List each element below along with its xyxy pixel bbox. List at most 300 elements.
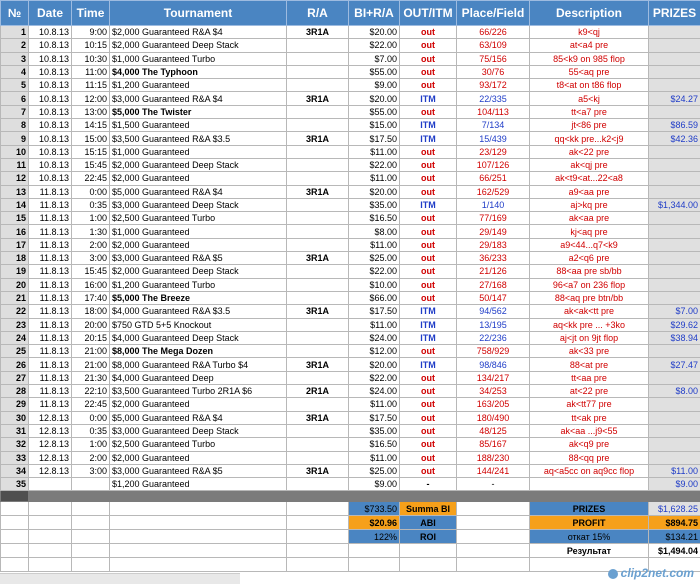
buyin-cell[interactable]: $10.00 <box>349 278 400 291</box>
date-cell[interactable]: 11.8.13 <box>29 185 72 198</box>
buyin-cell[interactable]: $17.50 <box>349 411 400 424</box>
date-cell[interactable]: 11.8.13 <box>29 398 72 411</box>
date-cell[interactable]: 11.8.13 <box>29 278 72 291</box>
buyin-cell[interactable]: $11.00 <box>349 451 400 464</box>
time-cell[interactable]: 10:30 <box>72 52 110 65</box>
place-cell[interactable]: 22/335 <box>457 92 530 105</box>
date-cell[interactable]: 10.8.13 <box>29 132 72 145</box>
description-cell[interactable]: 88<aq pre btn/bb <box>530 291 649 304</box>
status-cell[interactable]: out <box>400 278 457 291</box>
description-cell[interactable]: a9<aa pre <box>530 185 649 198</box>
place-cell[interactable]: 104/113 <box>457 105 530 118</box>
buyin-cell[interactable]: $11.00 <box>349 145 400 158</box>
place-cell[interactable]: 162/529 <box>457 185 530 198</box>
buyin-cell[interactable]: $11.00 <box>349 398 400 411</box>
date-cell[interactable]: 10.8.13 <box>29 65 72 78</box>
tournament-cell[interactable]: $2,000 Guaranteed <box>110 451 287 464</box>
date-cell[interactable]: 11.8.13 <box>29 291 72 304</box>
place-cell[interactable]: 66/251 <box>457 172 530 185</box>
prize-cell[interactable] <box>649 52 700 65</box>
date-cell[interactable]: 12.8.13 <box>29 411 72 424</box>
column-header[interactable]: Time <box>72 1 110 26</box>
status-cell[interactable]: out <box>400 464 457 477</box>
date-cell[interactable]: 11.8.13 <box>29 331 72 344</box>
description-cell[interactable]: 88<aa pre sb/bb <box>530 265 649 278</box>
description-cell[interactable]: ak<33 pre <box>530 345 649 358</box>
description-cell[interactable]: 85<k9 on 985 flop <box>530 52 649 65</box>
row-number[interactable]: 24 <box>1 331 29 344</box>
row-number[interactable]: 30 <box>1 411 29 424</box>
buyin-cell[interactable]: $22.00 <box>349 265 400 278</box>
row-number[interactable]: 16 <box>1 225 29 238</box>
buyin-cell[interactable]: $12.00 <box>349 345 400 358</box>
roi-value[interactable]: 122% <box>349 530 400 544</box>
time-cell[interactable]: 11:15 <box>72 79 110 92</box>
date-cell[interactable] <box>29 478 72 491</box>
status-cell[interactable]: out <box>400 291 457 304</box>
description-cell[interactable] <box>530 478 649 491</box>
ra-cell[interactable] <box>287 291 349 304</box>
time-cell[interactable]: 15:15 <box>72 145 110 158</box>
description-cell[interactable]: at<a4 pre <box>530 39 649 52</box>
prize-cell[interactable] <box>649 238 700 251</box>
status-cell[interactable]: out <box>400 345 457 358</box>
time-cell[interactable]: 0:35 <box>72 198 110 211</box>
time-cell[interactable]: 15:45 <box>72 265 110 278</box>
buyin-cell[interactable]: $11.00 <box>349 318 400 331</box>
status-cell[interactable]: out <box>400 105 457 118</box>
row-number[interactable]: 31 <box>1 424 29 437</box>
place-cell[interactable]: 27/168 <box>457 278 530 291</box>
prize-cell[interactable] <box>649 252 700 265</box>
column-header[interactable]: № <box>1 1 29 26</box>
time-cell[interactable]: 16:00 <box>72 278 110 291</box>
status-cell[interactable]: ITM <box>400 92 457 105</box>
status-cell[interactable]: out <box>400 451 457 464</box>
time-cell[interactable]: 9:00 <box>72 26 110 39</box>
row-number[interactable]: 13 <box>1 185 29 198</box>
description-cell[interactable]: ak<t9<at...22<a8 <box>530 172 649 185</box>
description-cell[interactable]: ak<22 pre <box>530 145 649 158</box>
place-cell[interactable]: 22/236 <box>457 331 530 344</box>
time-cell[interactable]: 0:35 <box>72 424 110 437</box>
prize-cell[interactable]: $11.00 <box>649 464 700 477</box>
buyin-cell[interactable]: $22.00 <box>349 39 400 52</box>
buyin-cell[interactable]: $22.00 <box>349 158 400 171</box>
date-cell[interactable]: 12.8.13 <box>29 438 72 451</box>
row-number[interactable]: 17 <box>1 238 29 251</box>
time-cell[interactable]: 20:00 <box>72 318 110 331</box>
tournament-cell[interactable]: $2,000 Guaranteed Deep Stack <box>110 158 287 171</box>
buyin-cell[interactable]: $25.00 <box>349 252 400 265</box>
row-number[interactable]: 5 <box>1 79 29 92</box>
buyin-cell[interactable]: $20.00 <box>349 26 400 39</box>
row-number[interactable]: 33 <box>1 451 29 464</box>
ra-cell[interactable] <box>287 398 349 411</box>
buyin-cell[interactable]: $55.00 <box>349 65 400 78</box>
column-header[interactable]: BI+R/A <box>349 1 400 26</box>
prize-cell[interactable] <box>649 291 700 304</box>
date-cell[interactable]: 11.8.13 <box>29 212 72 225</box>
time-cell[interactable]: 0:00 <box>72 411 110 424</box>
buyin-cell[interactable]: $20.00 <box>349 92 400 105</box>
time-cell[interactable]: 1:30 <box>72 225 110 238</box>
status-cell[interactable]: ITM <box>400 119 457 132</box>
status-cell[interactable]: out <box>400 212 457 225</box>
description-cell[interactable]: k9<qj <box>530 26 649 39</box>
status-cell[interactable]: ITM <box>400 331 457 344</box>
ra-cell[interactable] <box>287 225 349 238</box>
prize-cell[interactable] <box>649 371 700 384</box>
buyin-cell[interactable]: $20.00 <box>349 185 400 198</box>
status-cell[interactable]: out <box>400 39 457 52</box>
tournament-cell[interactable]: $2,500 Guaranteed Turbo <box>110 438 287 451</box>
date-cell[interactable]: 10.8.13 <box>29 79 72 92</box>
ra-cell[interactable] <box>287 371 349 384</box>
column-header[interactable]: Place/Field <box>457 1 530 26</box>
row-number[interactable]: 27 <box>1 371 29 384</box>
ra-cell[interactable] <box>287 265 349 278</box>
status-cell[interactable]: ITM <box>400 305 457 318</box>
ra-cell[interactable] <box>287 172 349 185</box>
tournament-cell[interactable]: $4,000 The Typhoon <box>110 65 287 78</box>
prize-cell[interactable] <box>649 26 700 39</box>
time-cell[interactable]: 15:45 <box>72 158 110 171</box>
tournament-cell[interactable]: $1,000 Guaranteed <box>110 145 287 158</box>
place-cell[interactable]: 21/126 <box>457 265 530 278</box>
status-cell[interactable]: out <box>400 438 457 451</box>
description-cell[interactable]: 88<qq pre <box>530 451 649 464</box>
date-cell[interactable]: 11.8.13 <box>29 198 72 211</box>
tournament-cell[interactable]: $3,000 Guaranteed Deep Stack <box>110 198 287 211</box>
description-cell[interactable]: jt<86 pre <box>530 119 649 132</box>
date-cell[interactable]: 12.8.13 <box>29 464 72 477</box>
profit-total[interactable]: $894.75 <box>649 516 700 530</box>
tournament-cell[interactable]: $5,000 The Twister <box>110 105 287 118</box>
time-cell[interactable]: 2:00 <box>72 238 110 251</box>
tournament-cell[interactable]: $3,000 Guaranteed R&A $4 <box>110 92 287 105</box>
description-cell[interactable]: a5<kj <box>530 92 649 105</box>
row-number[interactable]: 1 <box>1 26 29 39</box>
place-cell[interactable]: - <box>457 478 530 491</box>
tournament-cell[interactable]: $2,000 Guaranteed <box>110 398 287 411</box>
date-cell[interactable]: 11.8.13 <box>29 252 72 265</box>
prize-cell[interactable] <box>649 411 700 424</box>
time-cell[interactable]: 0:00 <box>72 185 110 198</box>
date-cell[interactable]: 11.8.13 <box>29 225 72 238</box>
place-cell[interactable]: 180/490 <box>457 411 530 424</box>
date-cell[interactable]: 10.8.13 <box>29 158 72 171</box>
tournament-cell[interactable]: $2,500 Guaranteed Turbo <box>110 212 287 225</box>
summa-bi-value[interactable]: $733.50 <box>349 502 400 516</box>
row-number[interactable]: 8 <box>1 119 29 132</box>
row-number[interactable]: 6 <box>1 92 29 105</box>
tournament-cell[interactable]: $3,000 Guaranteed Deep Stack <box>110 424 287 437</box>
status-cell[interactable]: ITM <box>400 358 457 371</box>
time-cell[interactable]: 15:00 <box>72 132 110 145</box>
date-cell[interactable]: 10.8.13 <box>29 92 72 105</box>
status-cell[interactable]: out <box>400 26 457 39</box>
time-cell[interactable]: 20:15 <box>72 331 110 344</box>
prize-cell[interactable]: $86.59 <box>649 119 700 132</box>
row-number[interactable]: 10 <box>1 145 29 158</box>
tournament-cell[interactable]: $4,000 Guaranteed Deep <box>110 371 287 384</box>
buyin-cell[interactable]: $35.00 <box>349 424 400 437</box>
ra-cell[interactable] <box>287 145 349 158</box>
prize-cell[interactable] <box>649 65 700 78</box>
row-number[interactable] <box>1 491 29 502</box>
buyin-cell[interactable]: $35.00 <box>349 198 400 211</box>
prize-cell[interactable] <box>649 172 700 185</box>
status-cell[interactable]: ITM <box>400 198 457 211</box>
prize-cell[interactable]: $42.36 <box>649 132 700 145</box>
description-cell[interactable]: t8<at on t86 flop <box>530 79 649 92</box>
status-cell[interactable]: out <box>400 398 457 411</box>
ra-cell[interactable]: 3R1A <box>287 252 349 265</box>
status-cell[interactable]: out <box>400 424 457 437</box>
ra-cell[interactable] <box>287 318 349 331</box>
place-cell[interactable]: 1/140 <box>457 198 530 211</box>
tournament-cell[interactable]: $750 GTD 5+5 Knockout <box>110 318 287 331</box>
horizontal-scrollbar[interactable] <box>0 573 240 584</box>
ra-cell[interactable] <box>287 52 349 65</box>
description-cell[interactable]: ak<tt77 pre <box>530 398 649 411</box>
column-header[interactable]: Description <box>530 1 649 26</box>
date-cell[interactable]: 10.8.13 <box>29 172 72 185</box>
place-cell[interactable]: 107/126 <box>457 158 530 171</box>
ra-cell[interactable]: 3R1A <box>287 305 349 318</box>
status-cell[interactable]: out <box>400 172 457 185</box>
date-cell[interactable]: 11.8.13 <box>29 238 72 251</box>
prize-cell[interactable] <box>649 39 700 52</box>
ra-cell[interactable]: 3R1A <box>287 358 349 371</box>
row-number[interactable]: 7 <box>1 105 29 118</box>
date-cell[interactable]: 11.8.13 <box>29 265 72 278</box>
tournament-cell[interactable]: $2,000 Guaranteed <box>110 172 287 185</box>
column-header[interactable]: Date <box>29 1 72 26</box>
column-header[interactable]: R/A <box>287 1 349 26</box>
tournament-cell[interactable]: $3,000 Guaranteed R&A $5 <box>110 252 287 265</box>
ra-cell[interactable] <box>287 478 349 491</box>
place-cell[interactable]: 163/205 <box>457 398 530 411</box>
tournament-cell[interactable]: $3,000 Guaranteed R&A $5 <box>110 464 287 477</box>
date-cell[interactable]: 11.8.13 <box>29 305 72 318</box>
prize-cell[interactable] <box>649 278 700 291</box>
abi-value[interactable]: $20.96 <box>349 516 400 530</box>
prize-cell[interactable] <box>649 345 700 358</box>
prize-cell[interactable] <box>649 185 700 198</box>
place-cell[interactable]: 29/183 <box>457 238 530 251</box>
buyin-cell[interactable]: $15.00 <box>349 119 400 132</box>
status-cell[interactable]: out <box>400 371 457 384</box>
buyin-cell[interactable]: $17.50 <box>349 132 400 145</box>
buyin-cell[interactable]: $11.00 <box>349 238 400 251</box>
prize-cell[interactable]: $8.00 <box>649 385 700 398</box>
date-cell[interactable]: 10.8.13 <box>29 119 72 132</box>
prize-cell[interactable] <box>649 79 700 92</box>
prize-cell[interactable]: $38.94 <box>649 331 700 344</box>
ra-cell[interactable] <box>287 119 349 132</box>
date-cell[interactable]: 12.8.13 <box>29 451 72 464</box>
place-cell[interactable]: 15/439 <box>457 132 530 145</box>
row-number[interactable]: 11 <box>1 158 29 171</box>
ra-cell[interactable] <box>287 105 349 118</box>
tournament-cell[interactable]: $8,000 Guaranteed R&A Turbo $4 <box>110 358 287 371</box>
buyin-cell[interactable]: $22.00 <box>349 371 400 384</box>
ra-cell[interactable]: 2R1A <box>287 385 349 398</box>
place-cell[interactable]: 48/125 <box>457 424 530 437</box>
status-cell[interactable]: out <box>400 79 457 92</box>
description-cell[interactable]: at<22 pre <box>530 385 649 398</box>
time-cell[interactable]: 3:00 <box>72 464 110 477</box>
prize-cell[interactable] <box>649 212 700 225</box>
row-number[interactable]: 22 <box>1 305 29 318</box>
ra-cell[interactable] <box>287 438 349 451</box>
description-cell[interactable]: aq<a5cc on aq9cc flop <box>530 464 649 477</box>
ra-cell[interactable]: 3R1A <box>287 132 349 145</box>
time-cell[interactable]: 1:00 <box>72 212 110 225</box>
buyin-cell[interactable]: $17.50 <box>349 305 400 318</box>
status-cell[interactable]: out <box>400 411 457 424</box>
place-cell[interactable]: 98/846 <box>457 358 530 371</box>
tournament-cell[interactable]: $4,000 Guaranteed R&A $3.5 <box>110 305 287 318</box>
description-cell[interactable]: ak<aa ...j9<55 <box>530 424 649 437</box>
tournament-cell[interactable]: $1,200 Guaranteed Turbo <box>110 278 287 291</box>
row-number[interactable]: 23 <box>1 318 29 331</box>
row-number[interactable]: 3 <box>1 52 29 65</box>
date-cell[interactable]: 11.8.13 <box>29 371 72 384</box>
time-cell[interactable]: 22:10 <box>72 385 110 398</box>
prize-cell[interactable] <box>649 398 700 411</box>
description-cell[interactable]: tt<aa pre <box>530 371 649 384</box>
description-cell[interactable]: kj<aq pre <box>530 225 649 238</box>
buyin-cell[interactable]: $8.00 <box>349 225 400 238</box>
time-cell[interactable]: 21:00 <box>72 358 110 371</box>
ra-cell[interactable] <box>287 65 349 78</box>
place-cell[interactable]: 13/195 <box>457 318 530 331</box>
ra-cell[interactable] <box>287 345 349 358</box>
time-cell[interactable]: 11:00 <box>72 65 110 78</box>
prize-cell[interactable]: $7.00 <box>649 305 700 318</box>
status-cell[interactable]: out <box>400 145 457 158</box>
prize-cell[interactable] <box>649 225 700 238</box>
tournament-cell[interactable]: $1,500 Guaranteed <box>110 119 287 132</box>
prize-cell[interactable] <box>649 438 700 451</box>
place-cell[interactable]: 94/562 <box>457 305 530 318</box>
place-cell[interactable]: 23/129 <box>457 145 530 158</box>
description-cell[interactable]: ak<aa pre <box>530 212 649 225</box>
place-cell[interactable]: 134/217 <box>457 371 530 384</box>
status-cell[interactable]: out <box>400 185 457 198</box>
buyin-cell[interactable]: $20.00 <box>349 358 400 371</box>
place-cell[interactable]: 66/226 <box>457 26 530 39</box>
place-cell[interactable]: 85/167 <box>457 438 530 451</box>
status-cell[interactable]: - <box>400 478 457 491</box>
ra-cell[interactable] <box>287 278 349 291</box>
place-cell[interactable]: 758/929 <box>457 345 530 358</box>
description-cell[interactable]: a9<44...q7<k9 <box>530 238 649 251</box>
description-cell[interactable]: aj>kq pre <box>530 198 649 211</box>
date-cell[interactable]: 10.8.13 <box>29 39 72 52</box>
prize-cell[interactable] <box>649 158 700 171</box>
tournament-cell[interactable]: $2,000 Guaranteed Deep Stack <box>110 39 287 52</box>
buyin-cell[interactable]: $16.50 <box>349 438 400 451</box>
row-number[interactable]: 4 <box>1 65 29 78</box>
prize-cell[interactable] <box>649 424 700 437</box>
time-cell[interactable]: 10:15 <box>72 39 110 52</box>
tournament-cell[interactable]: $1,200 Guaranteed <box>110 478 287 491</box>
tournament-cell[interactable]: $5,000 Guaranteed R&A $4 <box>110 411 287 424</box>
ra-cell[interactable] <box>287 331 349 344</box>
date-cell[interactable]: 11.8.13 <box>29 345 72 358</box>
prize-cell[interactable] <box>649 105 700 118</box>
place-cell[interactable]: 77/169 <box>457 212 530 225</box>
row-number[interactable]: 21 <box>1 291 29 304</box>
status-cell[interactable]: out <box>400 65 457 78</box>
buyin-cell[interactable]: $11.00 <box>349 172 400 185</box>
buyin-cell[interactable]: $7.00 <box>349 52 400 65</box>
row-number[interactable]: 35 <box>1 478 29 491</box>
row-number[interactable]: 26 <box>1 358 29 371</box>
ra-cell[interactable]: 3R1A <box>287 26 349 39</box>
row-number[interactable]: 12 <box>1 172 29 185</box>
prize-cell[interactable] <box>649 451 700 464</box>
prizes-total[interactable]: $1,628.25 <box>649 502 700 516</box>
tournament-cell[interactable]: $4,000 Guaranteed Deep Stack <box>110 331 287 344</box>
buyin-cell[interactable]: $9.00 <box>349 478 400 491</box>
row-number[interactable]: 15 <box>1 212 29 225</box>
time-cell[interactable]: 3:00 <box>72 252 110 265</box>
column-header[interactable]: OUT/ITM <box>400 1 457 26</box>
buyin-cell[interactable]: $16.50 <box>349 212 400 225</box>
tournament-cell[interactable]: $5,000 The Breeze <box>110 291 287 304</box>
description-cell[interactable]: ak<qj pre <box>530 158 649 171</box>
tournament-cell[interactable]: $8,000 The Mega Dozen <box>110 345 287 358</box>
ra-cell[interactable] <box>287 39 349 52</box>
buyin-cell[interactable]: $24.00 <box>349 385 400 398</box>
description-cell[interactable]: tt<ak pre <box>530 411 649 424</box>
ra-cell[interactable]: 3R1A <box>287 185 349 198</box>
prize-cell[interactable]: $24.27 <box>649 92 700 105</box>
ra-cell[interactable] <box>287 451 349 464</box>
tournament-cell[interactable]: $3,500 Guaranteed R&A $3.5 <box>110 132 287 145</box>
ra-cell[interactable] <box>287 238 349 251</box>
tournament-cell[interactable]: $3,500 Guaranteed Turbo 2R1A $6 <box>110 385 287 398</box>
place-cell[interactable]: 29/149 <box>457 225 530 238</box>
time-cell[interactable]: 21:00 <box>72 345 110 358</box>
row-number[interactable]: 34 <box>1 464 29 477</box>
time-cell[interactable]: 22:45 <box>72 398 110 411</box>
time-cell[interactable]: 12:00 <box>72 92 110 105</box>
place-cell[interactable]: 30/76 <box>457 65 530 78</box>
description-cell[interactable]: qq<kk pre...k2<j9 <box>530 132 649 145</box>
ra-cell[interactable] <box>287 212 349 225</box>
row-number[interactable]: 9 <box>1 132 29 145</box>
prize-cell[interactable]: $29.62 <box>649 318 700 331</box>
prize-cell[interactable]: $9.00 <box>649 478 700 491</box>
ra-cell[interactable]: 3R1A <box>287 411 349 424</box>
description-cell[interactable]: aj<jt on 9jt flop <box>530 331 649 344</box>
date-cell[interactable]: 10.8.13 <box>29 52 72 65</box>
buyin-cell[interactable]: $24.00 <box>349 331 400 344</box>
tournament-cell[interactable]: $2,000 Guaranteed Deep Stack <box>110 265 287 278</box>
prize-cell[interactable]: $27.47 <box>649 358 700 371</box>
status-cell[interactable]: out <box>400 265 457 278</box>
status-cell[interactable]: out <box>400 52 457 65</box>
place-cell[interactable]: 188/230 <box>457 451 530 464</box>
row-number[interactable]: 14 <box>1 198 29 211</box>
place-cell[interactable]: 7/134 <box>457 119 530 132</box>
